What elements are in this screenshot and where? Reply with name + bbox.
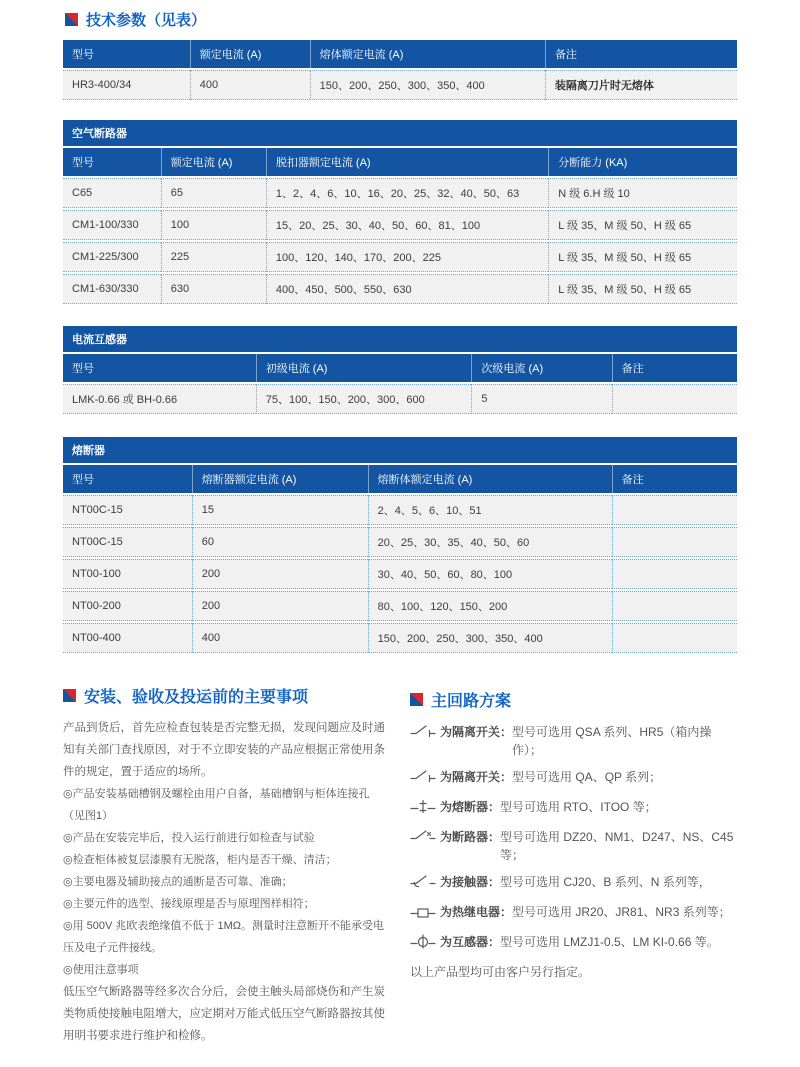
circuit-item-label: 为互感器： — [440, 935, 501, 949]
circuit-item-models: 型号可选用 JR20、JR81、NR3 系列等； — [512, 905, 731, 919]
contactor-icon — [410, 874, 440, 894]
table-cell: 100、120、140、170、200、225 — [266, 242, 548, 272]
section-flag-icon — [65, 13, 78, 26]
install-bullet: ◎产品安装基础槽钢及螺栓由用户自备，基础槽钢与柜体连接孔（见图1） — [63, 788, 370, 822]
table-row — [63, 527, 737, 557]
install-intro: 产品到货后，首先应检查包装是否完整无损，发现问题应及时通知有关部门查找原因，对于不立即安装的产品应根据正常使用条件的规定，置于适应的场所。 — [63, 722, 385, 778]
tech-params-title-text: 技术参数（见表） — [86, 12, 207, 29]
circuit-title — [410, 688, 737, 711]
table-cell: L 级 35、M 级 50、H 级 65 — [548, 242, 737, 272]
table-header-row — [63, 354, 737, 382]
tech-params-title — [65, 9, 737, 30]
install-bullet: ◎使用注意事项 — [63, 964, 139, 976]
table-cell: C65 — [63, 178, 161, 208]
column-header: 脱扣器额定电流 (A) — [266, 148, 548, 176]
section-flag-icon — [63, 689, 76, 702]
table-cell: NT00-200 — [63, 591, 192, 621]
circuit-item-label: 为隔离开关： — [440, 725, 513, 739]
circuit-item-models: 型号可选用 RTO、ITOO 等； — [500, 800, 657, 814]
table-title: 空气断路器 — [63, 120, 737, 146]
table-air-circuit-breaker — [63, 118, 737, 306]
table-cell: L 级 35、M 级 50、H 级 65 — [548, 210, 737, 240]
table-row — [63, 210, 737, 240]
circuit-item — [410, 723, 737, 759]
table-cell — [612, 527, 737, 557]
table-cell: 30、40、50、60、80、100 — [368, 559, 612, 589]
spec-table — [63, 118, 737, 306]
table-row — [63, 495, 737, 525]
table-cell: 400 — [192, 623, 368, 653]
table-header-row — [63, 465, 737, 493]
spec-table — [63, 324, 737, 416]
install-bullet: ◎用 500V 兆欧表绝缘值不低于 1MΩ。测量时注意断开不能承受电压及电子元件接线。 — [63, 920, 384, 954]
table-cell: 15、20、25、30、40、50、60、81、100 — [266, 210, 548, 240]
table-cell — [612, 384, 737, 414]
table-cell: 15 — [192, 495, 368, 525]
column-header: 熔体额定电流 (A) — [310, 40, 545, 68]
table-header-row — [63, 148, 737, 176]
table-cell: NT00C-15 — [63, 527, 192, 557]
circuit-item-models: 型号可选用 DZ20、NM1、D247、NS、C45 等； — [500, 830, 734, 862]
table-cell: 20、25、30、35、40、50、60 — [368, 527, 612, 557]
table-cell: HR3-400/34 — [63, 70, 190, 100]
table-cell: 400 — [190, 70, 310, 100]
table-cell: 2、4、5、6、10、51 — [368, 495, 612, 525]
table-cell: 75、100、150、200、300、600 — [256, 384, 472, 414]
table-cell: 150、200、250、300、350、400 — [310, 70, 545, 100]
column-header: 次级电流 (A) — [471, 354, 611, 382]
table-cell: 225 — [161, 242, 266, 272]
table-row — [63, 274, 737, 304]
table-title-bar — [63, 326, 737, 352]
column-header: 型号 — [63, 465, 192, 493]
table-cell: 200 — [192, 559, 368, 589]
circuit-title-text: 主回路方案 — [431, 693, 512, 710]
table-title: 电流互感器 — [63, 326, 737, 352]
install-note: 低压空气断路器等经多次合分后，会使主触头局部烧伤和产生炭类物质使接触电阻增大，应定期对万能式低压空气断路器按其使用明书要求进行维护和检修。 — [63, 986, 385, 1042]
circuit-item — [410, 828, 737, 864]
column-header: 熔断器额定电流 (A) — [192, 465, 368, 493]
table-title-bar — [63, 120, 737, 146]
table-row — [63, 591, 737, 621]
column-header: 初级电流 (A) — [256, 354, 472, 382]
table-cell: NT00-100 — [63, 559, 192, 589]
table-title: 熔断器 — [63, 437, 737, 463]
circuit-item-models: 型号可选用 QA、QP 系列； — [512, 770, 662, 784]
column-header: 备注 — [612, 354, 737, 382]
table-cell: 80、100、120、150、200 — [368, 591, 612, 621]
table-cell: 65 — [161, 178, 266, 208]
table-cell: 1、2、4、6、10、16、20、25、32、40、50、63 — [266, 178, 548, 208]
table-cell — [612, 623, 737, 653]
table-title-bar — [63, 437, 737, 463]
table-header-row — [63, 40, 737, 68]
table-row — [63, 384, 737, 414]
table-cell: 5 — [471, 384, 611, 414]
table-current-transformer — [63, 324, 737, 416]
column-header: 分断能力 (KA) — [548, 148, 737, 176]
spec-table — [63, 435, 737, 655]
bottom-section — [63, 684, 737, 1067]
install-bullet: ◎检查柜体被复层漆膜有无脱落，柜内是否干燥、清洁； — [63, 854, 337, 866]
circuit-item-label: 为熔断器： — [440, 800, 501, 814]
install-bullet: ◎主要元件的选型、接线原理是否与原理图样相符； — [63, 898, 315, 910]
circuit-item-label: 为断路器： — [440, 830, 501, 844]
circuit-item — [410, 873, 737, 894]
disconnector-icon — [410, 769, 440, 789]
column-header: 型号 — [63, 354, 256, 382]
circuit-item-list — [410, 723, 737, 954]
install-bullet-list — [63, 783, 390, 981]
table-row — [63, 623, 737, 653]
table-cell: LMK-0.66 或 BH-0.66 — [63, 384, 256, 414]
thermal-relay-icon — [410, 904, 440, 924]
table-row — [63, 70, 737, 100]
table-cell: 630 — [161, 274, 266, 304]
transformer-icon — [410, 934, 440, 954]
install-title — [63, 684, 390, 707]
table-row — [63, 178, 737, 208]
circuit-item-models: 型号可选用 LMZJ1-0.5、LM KI-0.66 等。 — [500, 935, 719, 949]
circuit-footer: 以上产品型均可由客户另行指定。 — [410, 965, 591, 979]
table-fuse — [63, 435, 737, 655]
column-header: 熔断体额定电流 (A) — [368, 465, 612, 493]
column-header: 型号 — [63, 40, 190, 68]
table-cell: CM1-630/330 — [63, 274, 161, 304]
install-section — [63, 684, 390, 1047]
table-cell: CM1-100/330 — [63, 210, 161, 240]
table-row — [63, 559, 737, 589]
table-cell: 100 — [161, 210, 266, 240]
table-cell — [612, 591, 737, 621]
table-cell — [612, 559, 737, 589]
circuit-section — [410, 684, 737, 1047]
circuit-item — [410, 933, 737, 954]
circuit-item — [410, 768, 737, 789]
circuit-item-label: 为热继电器： — [440, 905, 513, 919]
column-header: 额定电流 (A) — [190, 40, 310, 68]
circuit-item — [410, 903, 737, 924]
table-cell: 400、450、500、550、630 — [266, 274, 548, 304]
circuit-item — [410, 798, 737, 819]
table-cell: 装隔离刀片时无熔体 — [545, 70, 737, 100]
table-cell: 200 — [192, 591, 368, 621]
install-bullet: ◎产品在安装完毕后，投入运行前进行如检查与试验 — [63, 832, 315, 844]
breaker-icon — [410, 829, 440, 849]
install-title-text: 安装、验收及投运前的主要事项 — [84, 689, 309, 706]
table-cell: 60 — [192, 527, 368, 557]
table-cell: L 级 35、M 级 50、H 级 65 — [548, 274, 737, 304]
table-row — [63, 242, 737, 272]
disconnector-icon — [410, 724, 440, 744]
install-bullet: ◎主要电器及辅助接点的通断是否可靠、准确； — [63, 876, 293, 888]
table-cell: 150、200、250、300、350、400 — [368, 623, 612, 653]
spec-table — [63, 38, 737, 102]
table-cell: CM1-225/300 — [63, 242, 161, 272]
table-cell: NT00C-15 — [63, 495, 192, 525]
column-header: 型号 — [63, 148, 161, 176]
fuse-icon — [410, 799, 440, 819]
circuit-item-models: 型号可选用 CJ20、B 系列、N 系列等， — [500, 875, 711, 889]
section-flag-icon — [410, 693, 423, 706]
table-cell: NT00-400 — [63, 623, 192, 653]
circuit-item-label: 为隔离开关： — [440, 770, 513, 784]
table-cell — [612, 495, 737, 525]
table-cell: N 级 6.H 级 10 — [548, 178, 737, 208]
column-header: 备注 — [545, 40, 737, 68]
column-header: 额定电流 (A) — [161, 148, 266, 176]
table-hr3-fuse-switch — [63, 38, 737, 102]
circuit-item-label: 为接触器： — [440, 875, 501, 889]
circuit-item-models: 型号可选用 QSA 系列、HR5（箱内操作）； — [512, 725, 712, 757]
page-content — [63, 0, 737, 1067]
column-header: 备注 — [612, 465, 737, 493]
